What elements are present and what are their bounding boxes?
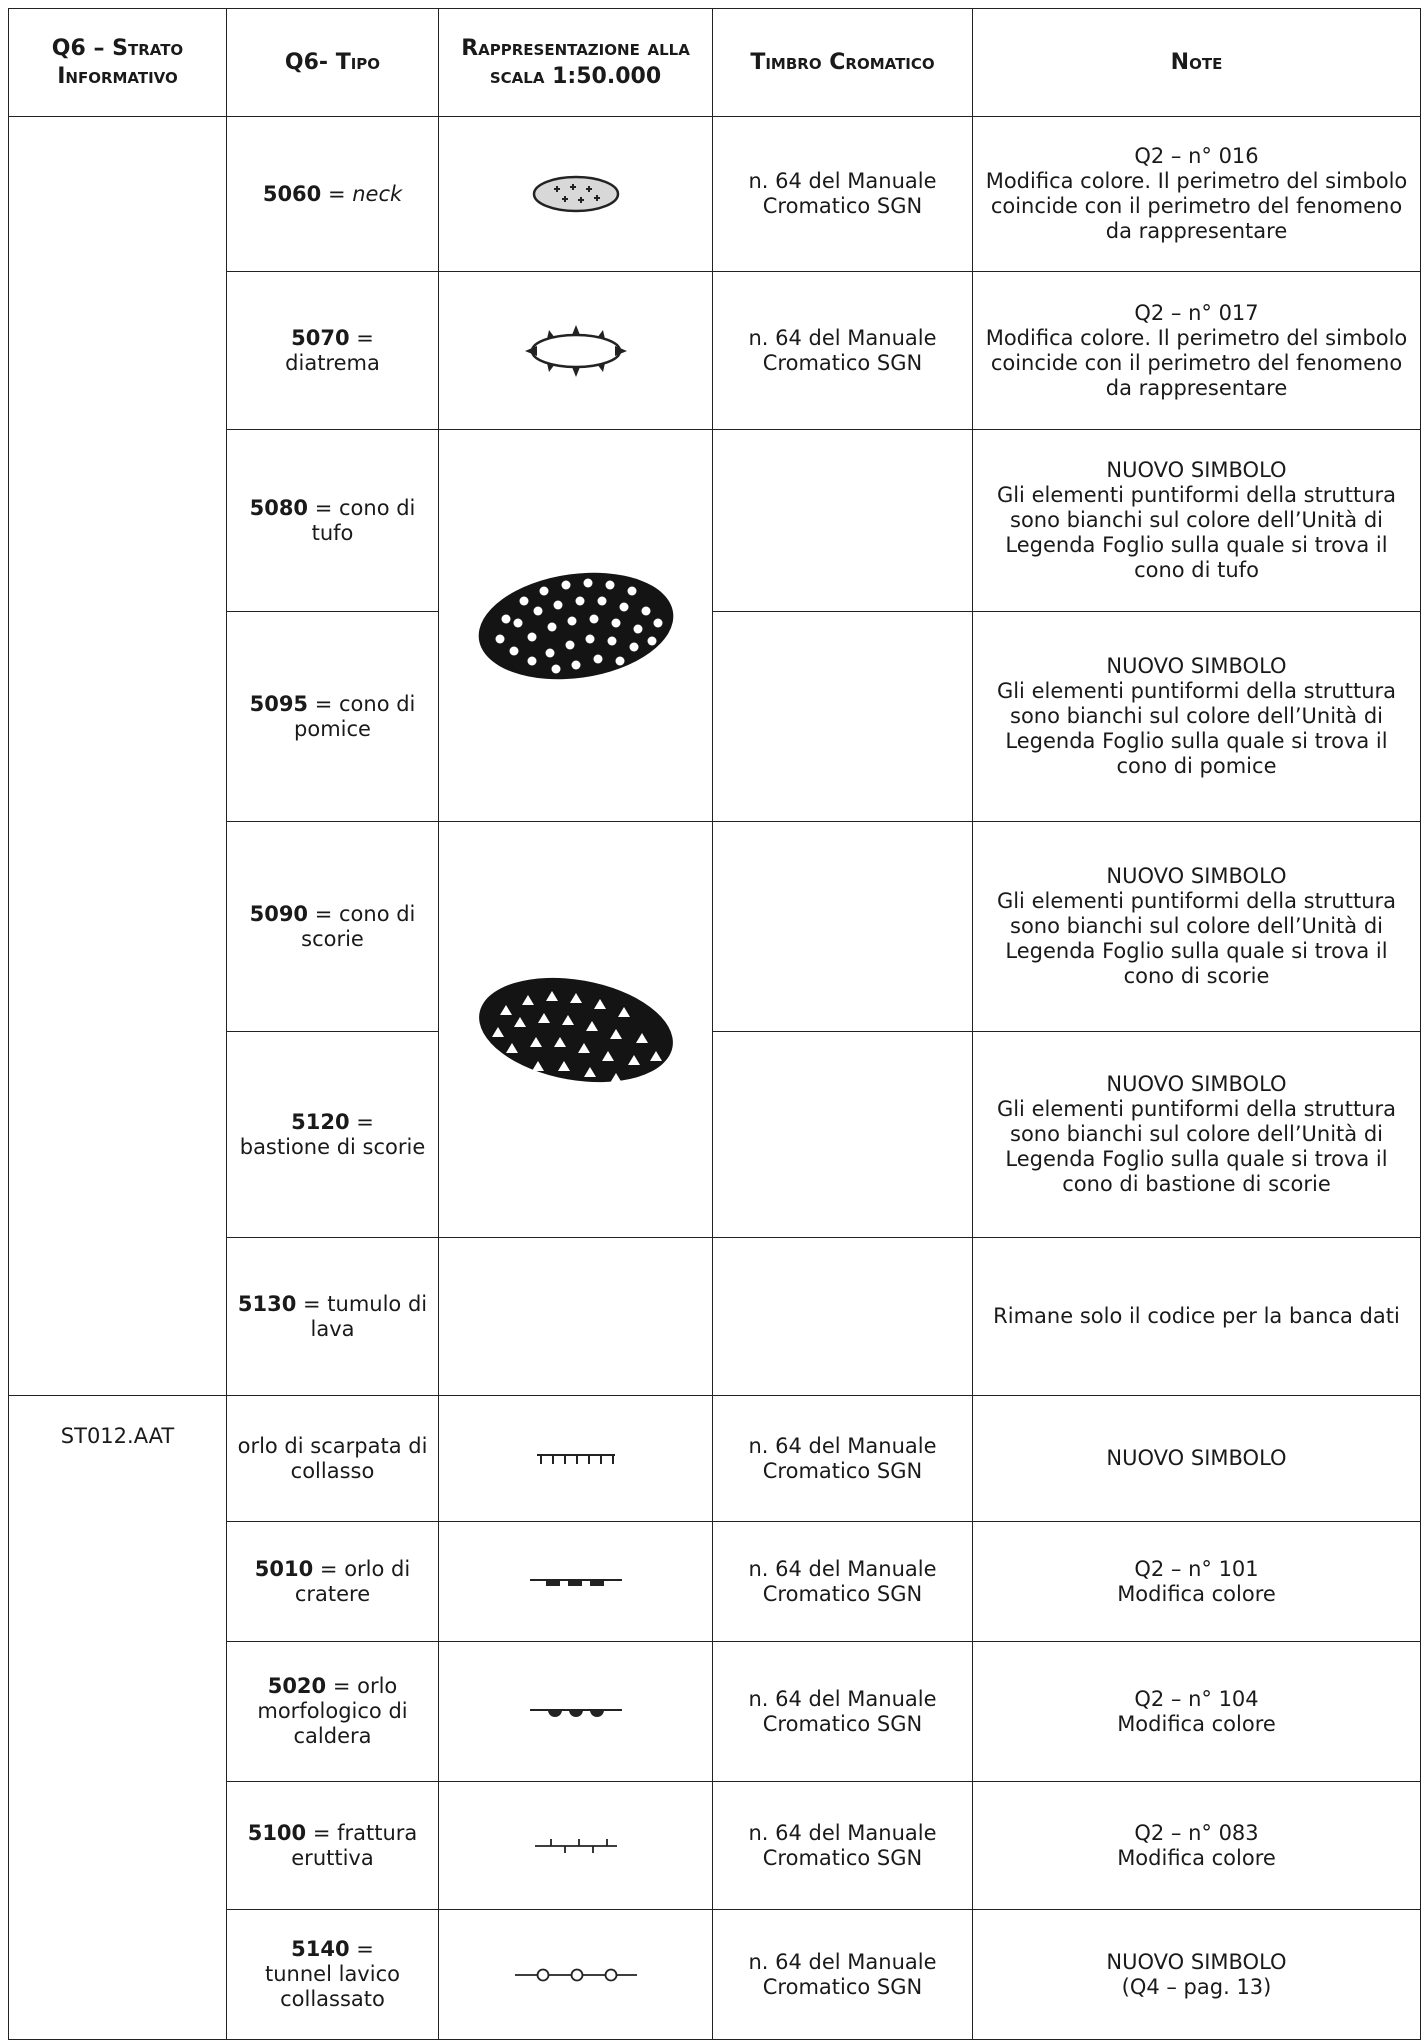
timbro-cell: n. 64 del Manuale Cromatico SGN bbox=[713, 1642, 973, 1782]
note-line: (Q4 – pag. 13) bbox=[1121, 1974, 1272, 1999]
note-line: NUOVO SIMBOLO bbox=[1106, 458, 1287, 482]
header-tipo: Q6- Tipo bbox=[227, 9, 439, 117]
note-line: Gli elementi puntiformi della struttura sono bianchi sul colore dell’Unità di Legenda Foglio sulla quale si trova il cono di tufo bbox=[996, 483, 1397, 582]
note-line: Modifica colore bbox=[1117, 1711, 1276, 1736]
strato-cell: ST012.AAT bbox=[9, 1396, 227, 2040]
timbro-cell: n. 64 del Manuale Cromatico SGN bbox=[713, 1522, 973, 1642]
legend-table bbox=[8, 8, 1421, 2040]
type-name: frattura eruttiva bbox=[291, 1820, 418, 1870]
timbro-cell: n. 64 del Manuale Cromatico SGN bbox=[713, 1396, 973, 1522]
symbol-cell bbox=[439, 1522, 713, 1642]
type-sep: = bbox=[349, 1109, 374, 1134]
timbro-cell: n. 64 del Manuale Cromatico SGN bbox=[713, 1910, 973, 2040]
type-sep: = bbox=[321, 181, 353, 206]
type-code: 5060 bbox=[262, 181, 322, 206]
type-name: tunnel lavico collassato bbox=[265, 1962, 400, 2011]
table-row bbox=[9, 1396, 1421, 1522]
type-sep: = bbox=[308, 691, 339, 716]
timbro-cell: n. 64 del Manuale Cromatico SGN bbox=[713, 272, 973, 430]
tipo-cell bbox=[227, 1238, 439, 1396]
diatreme-symbol-icon bbox=[511, 316, 641, 386]
type-code: 5095 bbox=[249, 691, 309, 716]
type-name: orlo di cratere bbox=[294, 1556, 411, 1606]
note-line: Modifica colore. Il perimetro del simbolo coincide con il perimetro del fenomeno da rappresentare bbox=[985, 169, 1408, 243]
triangle-cone-icon bbox=[466, 965, 686, 1095]
header-rappresentazione: Rappresentazione alla scala 1:50.000 bbox=[439, 9, 713, 117]
timbro-cell bbox=[713, 430, 973, 612]
note-line: Q2 – n° 104 bbox=[1134, 1686, 1259, 1711]
fracture-line-icon bbox=[531, 1834, 621, 1858]
type-name: tumulo di lava bbox=[310, 1291, 428, 1341]
type-name: cono di tufo bbox=[311, 495, 416, 545]
type-code: 5020 bbox=[267, 1674, 327, 1698]
symbol-cell bbox=[439, 430, 713, 822]
strato-cell bbox=[9, 117, 227, 1396]
type-code: 5130 bbox=[237, 1291, 297, 1316]
note-line: Q2 – n° 016 bbox=[1134, 144, 1259, 168]
note-cell bbox=[973, 1238, 1421, 1396]
timbro-cell bbox=[713, 612, 973, 822]
note-cell bbox=[973, 430, 1421, 612]
header-timbro: Timbro Cromatico bbox=[713, 9, 973, 117]
note-cell bbox=[973, 1642, 1421, 1782]
type-sep: = bbox=[326, 1674, 358, 1698]
type-code: 5080 bbox=[249, 495, 309, 520]
type-sep: = bbox=[308, 901, 339, 926]
type-name: bastione di scorie bbox=[239, 1134, 426, 1159]
note-cell bbox=[973, 612, 1421, 822]
type-sep: = bbox=[306, 1820, 338, 1845]
note-cell bbox=[973, 272, 1421, 430]
note-cell bbox=[973, 1782, 1421, 1910]
type-name: orlo morfologico di caldera bbox=[257, 1674, 408, 1748]
type-code: 5140 bbox=[291, 1937, 350, 1961]
note-cell bbox=[973, 1032, 1421, 1238]
note-line: Gli elementi puntiformi della struttura sono bianchi sul colore dell’Unità di Legenda Foglio sulla quale si trova il cono di bastione di scorie bbox=[996, 1097, 1397, 1196]
timbro-cell bbox=[713, 1238, 973, 1396]
tipo-cell bbox=[227, 822, 439, 1032]
note-cell bbox=[973, 1522, 1421, 1642]
type-sep: = bbox=[313, 1556, 345, 1581]
type-code: 5120 bbox=[291, 1109, 350, 1134]
symbol-cell bbox=[439, 1910, 713, 2040]
caldera-rim-line-icon bbox=[526, 1700, 626, 1724]
note-line: NUOVO SIMBOLO bbox=[1106, 1949, 1287, 1974]
type-code: 5070 bbox=[291, 325, 350, 350]
note-cell bbox=[973, 822, 1421, 1032]
note-line: Q2 – n° 017 bbox=[1134, 300, 1259, 325]
type-code: 5100 bbox=[247, 1820, 307, 1845]
type-code: 5090 bbox=[249, 901, 309, 926]
note-line: Modifica colore bbox=[1117, 1581, 1276, 1606]
ticked-line-icon bbox=[531, 1447, 621, 1471]
type-sep: = bbox=[308, 495, 339, 520]
type-sep: = bbox=[349, 325, 374, 350]
tipo-cell bbox=[227, 1910, 439, 2040]
table-row bbox=[9, 117, 1421, 272]
timbro-cell bbox=[713, 822, 973, 1032]
note-line: Gli elementi puntiformi della struttura sono bianchi sul colore dell’Unità di Legenda Foglio sulla quale si trova il cono di pomice bbox=[996, 679, 1397, 778]
type-sep: = bbox=[349, 1937, 374, 1961]
symbol-cell bbox=[439, 272, 713, 430]
note-line: NUOVO SIMBOLO bbox=[1106, 1446, 1287, 1470]
note-line: Modifica colore bbox=[1117, 1845, 1276, 1870]
tipo-cell bbox=[227, 117, 439, 272]
tipo-cell bbox=[227, 272, 439, 430]
note-line: Rimane solo il codice per la banca dati bbox=[993, 1304, 1400, 1328]
tipo-cell bbox=[227, 1396, 439, 1522]
symbol-cell bbox=[439, 1238, 713, 1396]
dotted-cone-icon bbox=[466, 561, 686, 691]
note-line: Q2 – n° 101 bbox=[1134, 1556, 1259, 1581]
symbol-cell bbox=[439, 1396, 713, 1522]
crater-rim-line-icon bbox=[526, 1570, 626, 1594]
type-code: 5010 bbox=[254, 1556, 314, 1581]
header-note: Note bbox=[973, 9, 1421, 117]
symbol-cell bbox=[439, 1782, 713, 1910]
note-cell bbox=[973, 1396, 1421, 1522]
note-line: NUOVO SIMBOLO bbox=[1106, 864, 1287, 888]
note-line: NUOVO SIMBOLO bbox=[1106, 1072, 1287, 1096]
timbro-cell: n. 64 del Manuale Cromatico SGN bbox=[713, 1782, 973, 1910]
neck-symbol-icon bbox=[526, 169, 626, 219]
tipo-cell bbox=[227, 1782, 439, 1910]
tipo-cell bbox=[227, 1642, 439, 1782]
timbro-cell bbox=[713, 1032, 973, 1238]
type-sep: = bbox=[296, 1291, 328, 1316]
note-cell bbox=[973, 1910, 1421, 2040]
note-line: Modifica colore. Il perimetro del simbolo coincide con il perimetro del fenomeno da rappresentare bbox=[985, 325, 1408, 400]
type-name: neck bbox=[352, 181, 403, 206]
symbol-cell bbox=[439, 822, 713, 1238]
note-line: Q2 – n° 083 bbox=[1134, 1820, 1259, 1845]
symbol-cell bbox=[439, 1642, 713, 1782]
type-name: diatrema bbox=[285, 350, 380, 375]
timbro-cell: n. 64 del Manuale Cromatico SGN bbox=[713, 117, 973, 272]
note-cell bbox=[973, 117, 1421, 272]
tunnel-line-icon bbox=[511, 1963, 641, 1987]
header-strato: Q6 – Strato Informativo bbox=[9, 9, 227, 117]
tipo-cell bbox=[227, 1522, 439, 1642]
tipo-cell bbox=[227, 1032, 439, 1238]
note-line: Gli elementi puntiformi della struttura sono bianchi sul colore dell’Unità di Legenda Foglio sulla quale si trova il cono di scorie bbox=[996, 889, 1397, 988]
header-row bbox=[9, 9, 1421, 117]
type-name: cono di pomice bbox=[294, 691, 416, 741]
tipo-cell bbox=[227, 612, 439, 822]
note-line: NUOVO SIMBOLO bbox=[1106, 654, 1287, 678]
symbol-cell bbox=[439, 117, 713, 272]
type-name: orlo di scarpata di collasso bbox=[237, 1433, 428, 1483]
tipo-cell bbox=[227, 430, 439, 612]
type-name: cono di scorie bbox=[301, 901, 416, 951]
